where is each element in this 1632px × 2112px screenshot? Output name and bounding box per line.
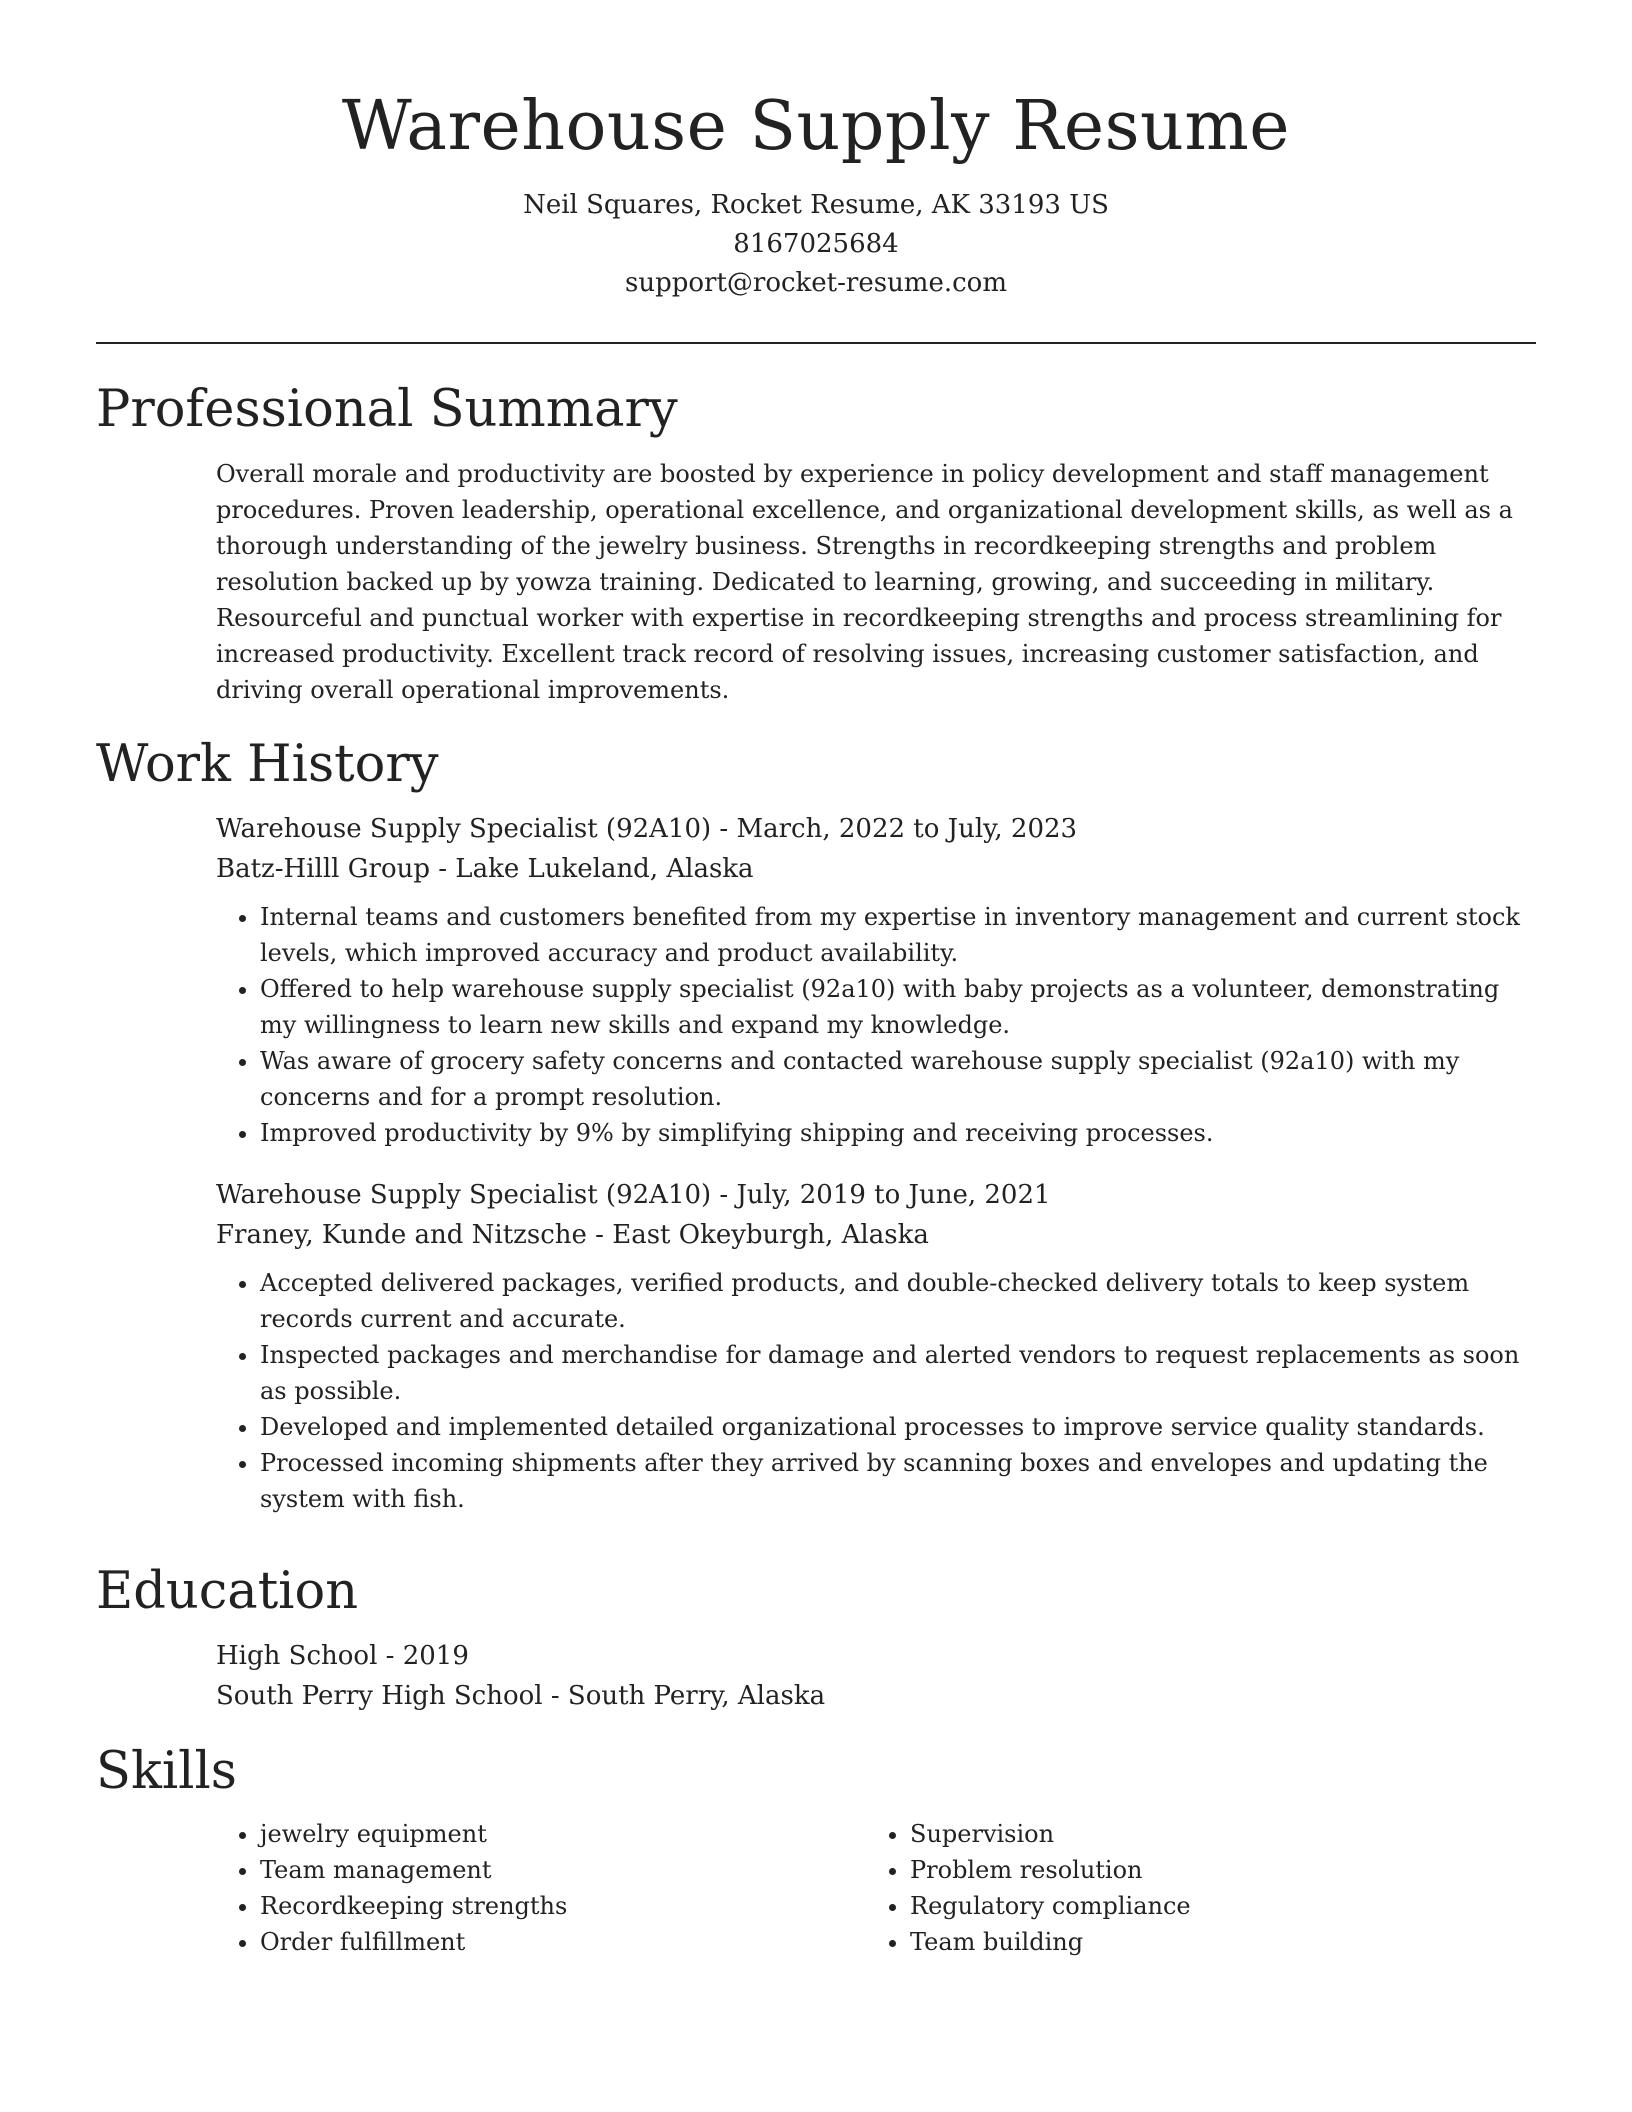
job-bullet: • Was aware of grocery safety concerns and contacted warehouse supply specialist (92a10) with my concerns and for a prompt resolution. (260, 1043, 1536, 1115)
education-degree: High School (216, 1641, 378, 1671)
education-year: - 2019 (377, 1641, 469, 1671)
education-school: South Perry High School (216, 1681, 543, 1711)
skill-item: • Recordkeeping strengths (260, 1888, 866, 1924)
job-bullet: • Offered to help warehouse supply specialist (92a10) with baby projects as a volunteer, demonstrating my willingness to learn new skills and expand my knowledge. (260, 971, 1536, 1043)
job-company: Batz-Hilll Group (216, 854, 430, 884)
header-divider (96, 342, 1536, 344)
job-bullet: • Accepted delivered packages, verified products, and double-checked delivery totals to keep system records current and accurate. (260, 1265, 1536, 1337)
job-title-line (216, 1175, 1536, 1215)
resume-title: Warehouse Supply Resume (341, 87, 1291, 166)
education-degree-line (216, 1636, 1536, 1676)
job-bullet: • Processed incoming shipments after they arrived by scanning boxes and envelopes and updating the system with fish. (260, 1445, 1536, 1517)
skills-body (216, 1816, 1536, 1960)
job-title: Warehouse Supply Specialist (92A10) (216, 1180, 712, 1210)
skill-item: • Order fulfillment (260, 1924, 866, 1960)
job-bullet: • Developed and implemented detailed organizational processes to improve service quality standards. (260, 1409, 1536, 1445)
skill-item: • jewelry equipment (260, 1816, 866, 1852)
contact-email: support@rocket-resume.com (624, 268, 1007, 298)
summary-section (96, 378, 1536, 708)
summary-body (216, 456, 1536, 708)
work-history-section (96, 733, 1536, 1517)
job-company: Franey, Kunde and Nitzsche (216, 1220, 587, 1250)
education-section (96, 1560, 1536, 1716)
summary-heading: Professional Summary (96, 380, 678, 439)
job-bullets (216, 899, 1536, 1151)
education-heading: Education (96, 1562, 359, 1621)
education-entry (216, 1636, 1536, 1716)
job-dates: - July, 2019 to June, 2021 (711, 1180, 1051, 1210)
job-entry (216, 809, 1536, 1151)
skills-section (96, 1740, 1536, 1960)
job-title: Warehouse Supply Specialist (92A10) (216, 814, 712, 844)
contact-phone: 8167025684 (733, 229, 899, 259)
skill-item: • Problem resolution (910, 1852, 1516, 1888)
job-entry (216, 1175, 1536, 1517)
skill-item: • Supervision (910, 1816, 1516, 1852)
job-location: - Lake Lukeland, Alaska (429, 854, 754, 884)
skills-column-right (866, 1816, 1516, 1960)
skill-item: • Team management (260, 1852, 866, 1888)
skill-item: • Team building (910, 1924, 1516, 1960)
job-bullet: • Inspected packages and merchandise for damage and alerted vendors to request replacements as soon as possible. (260, 1337, 1536, 1409)
skill-item: • Regulatory compliance (910, 1888, 1516, 1924)
resume-header (96, 82, 1536, 303)
job-location: - East Okeyburgh, Alaska (586, 1220, 929, 1250)
job-bullet: • Internal teams and customers benefited from my expertise in inventory management and current stock levels, which improved accuracy and product availability. (260, 899, 1536, 971)
job-bullet: • Improved productivity by 9% by simplifying shipping and receiving processes. (260, 1115, 1536, 1151)
skills-list-left (216, 1816, 866, 1960)
job-company-line (216, 1215, 1536, 1255)
education-school-line (216, 1676, 1536, 1716)
summary-text: Overall morale and productivity are boosted by experience in policy development and staff management procedures. Proven leadership, operational excellence, and organizational development skills, as well as a thorough understanding of the jewelry business. Strengths in recordkeeping strengths and problem resolution backed up by yowza training. Dedicated to learning, growing, and succeeding in military. Resourceful and punctual worker with expertise in recordkeeping strengths and process streamlining for increased productivity. Excellent track record of resolving issues, increasing customer satisfaction, and driving overall operational improvements. (216, 460, 1513, 704)
job-dates: - March, 2022 to July, 2023 (711, 814, 1078, 844)
job-title-line (216, 809, 1536, 849)
skills-list-right (866, 1816, 1516, 1960)
contact-address: Neil Squares, Rocket Resume, AK 33193 US (523, 190, 1109, 220)
education-location: - South Perry, Alaska (542, 1681, 826, 1711)
job-bullets (216, 1265, 1536, 1517)
skills-column-left (216, 1816, 866, 1960)
work-history-heading: Work History (96, 735, 439, 794)
skills-columns (216, 1816, 1536, 1960)
skills-heading: Skills (96, 1742, 237, 1801)
job-company-line (216, 849, 1536, 889)
